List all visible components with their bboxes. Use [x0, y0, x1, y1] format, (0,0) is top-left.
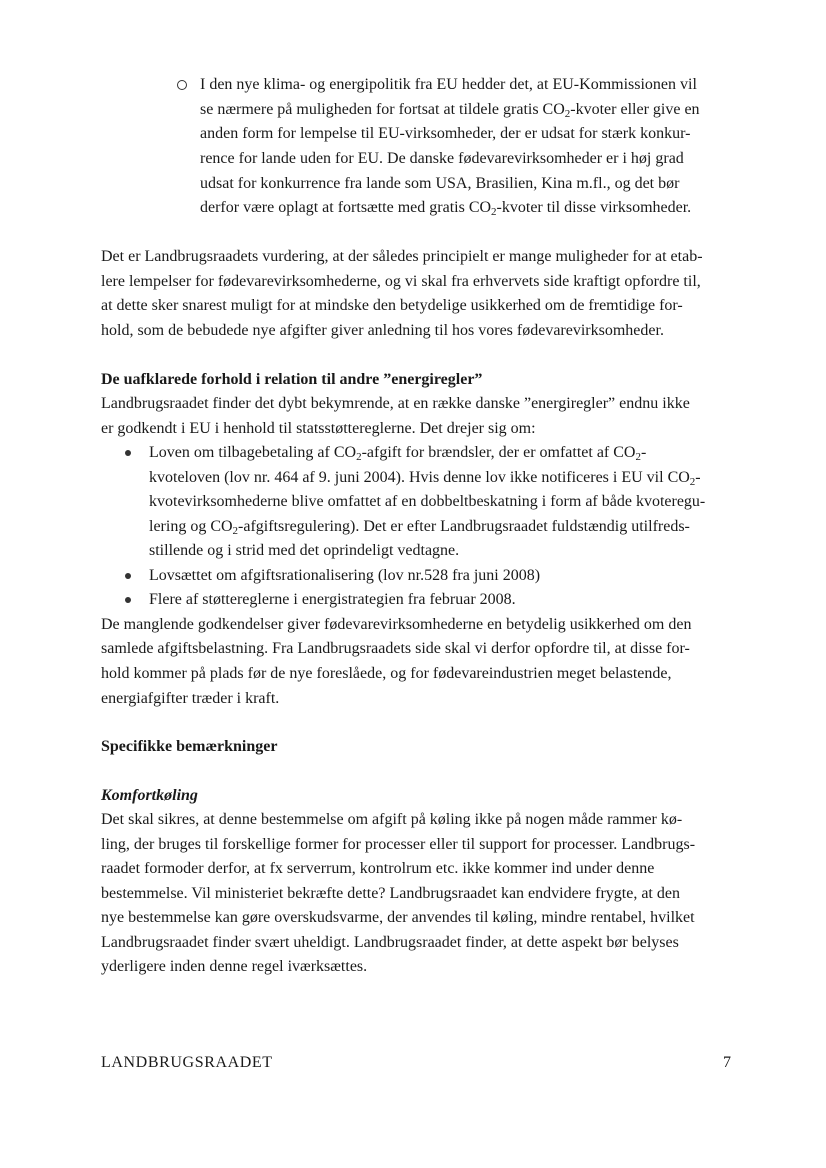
bullet-icon — [125, 450, 131, 456]
bullet-1-line-5: stillende og i strid med det oprindeligt vedtagne. — [149, 542, 460, 559]
sub-bullet-line-4: rence for lande uden for EU. De danske fødevarevirksomheder er i høj grad — [200, 150, 684, 167]
section-heading-energy-rules: De uafklarede forhold i relation til andre ”energiregler” — [101, 371, 483, 388]
footer-organization: LANDBRUGSRAADET — [101, 1054, 273, 1071]
paragraph-3-line: energiafgifter træder i kraft. — [101, 690, 280, 707]
bullet-icon — [125, 573, 131, 579]
sub-bullet-line-2: se nærmere på muligheden for fortsat at tildele gratis $CO_2$-kvoter eller give en — [200, 101, 700, 120]
hollow-bullet-icon — [177, 80, 187, 90]
subsection-heading-comfort-cooling: Komfortkøling — [101, 787, 198, 804]
paragraph-4-line: ling, der bruges til forskellige former for processer eller til support for processer. Landbrugs- — [101, 836, 696, 853]
paragraph-2-line: er godkendt i EU i henhold til statsstøttereglerne. Det drejer sig om: — [101, 420, 536, 437]
paragraph-4-line: Det skal sikres, at denne bestemmelse om afgift på køling ikke på nogen måde rammer kø- — [101, 811, 683, 828]
sub-bullet-line-3: anden form for lempelse til EU-virksomheder, der er udsat for stærk konkur- — [200, 125, 691, 142]
bullet-1-line-2: kvoteloven (lov nr. 464 af 9. juni 2004). Hvis denne lov ikke notificeres i EU vil $CO_2-$ — [149, 469, 701, 488]
bullet-icon — [125, 597, 131, 603]
bullet-2-line: Lovsættet om afgiftsrationalisering (lov nr.528 fra juni 2008) — [149, 567, 541, 584]
paragraph-3-line: De manglende godkendelser giver fødevarevirksomhederne en betydelig usikkerhed om den — [101, 616, 692, 633]
sub-bullet-line-5: udsat for konkurrence fra lande som USA, Brasilien, Kina m.fl., og det bør — [200, 175, 680, 192]
bullet-1-line-1: Loven om tilbagebetaling af $CO_2$-afgift for brændsler, der er omfattet af $CO_2-$ — [149, 444, 647, 463]
paragraph-1-line: lere lempelser for fødevarevirksomhederne, og vi skal fra erhvervets side kraftigt opfordre til, — [101, 273, 701, 290]
paragraph-1-line: hold, som de bebudede nye afgifter giver anledning til hos vores fødevarevirksomheder. — [101, 322, 664, 339]
paragraph-1-line: at dette sker snarest muligt for at mindske den betydelige usikkerhed om de fremtidige for- — [101, 297, 683, 314]
page-number: 7 — [723, 1054, 731, 1071]
sub-bullet-line-6: derfor være oplagt at fortsætte med gratis $CO_2$-kvoter til disse virksomheder. — [200, 199, 692, 218]
paragraph-4-line: nye bestemmelse kan gøre overskudsvarme, der anvendes til køling, mindre rentabel, hvilket — [101, 909, 695, 926]
paragraph-1-line: Det er Landbrugsraadets vurdering, at der således principielt er mange muligheder for at etab- — [101, 248, 703, 265]
paragraph-4-line: raadet formoder derfor, at fx serverrum, kontrolrum etc. ikke kommer ind under denne — [101, 860, 655, 877]
section-heading-specific-remarks: Specifikke bemærkninger — [101, 738, 278, 755]
paragraph-2-line: Landbrugsraadet finder det dybt bekymrende, at en række danske ”energiregler” endnu ikke — [101, 395, 690, 412]
sub-bullet-line-1: I den nye klima- og energipolitik fra EU hedder det, at EU-Kommissionen vil — [200, 76, 697, 93]
bullet-3-line: Flere af støttereglerne i energistrategien fra februar 2008. — [149, 591, 516, 608]
bullet-1-line-4: lering og $CO_2-afgiftsregulering$). Det er efter Landbrugsraadet fuldstændig utilfreds- — [149, 518, 690, 537]
paragraph-3-line: hold kommer på plads før de nye foreslåede, og for fødevareindustrien meget belastende, — [101, 665, 672, 682]
paragraph-4-line: yderligere inden denne regel iværksættes. — [101, 958, 368, 975]
paragraph-3-line: samlede afgiftsbelastning. Fra Landbrugsraadets side skal vi derfor opfordre til, at disse for- — [101, 640, 690, 657]
bullet-1-line-3: kvotevirksomhederne blive omfattet af en dobbeltbeskatning i form af både kvoteregu- — [149, 493, 706, 510]
paragraph-4-line: Landbrugsraadet finder svært uheldigt. Landbrugsraadet finder, at dette aspekt bør belyses — [101, 934, 679, 951]
paragraph-4-line: bestemmelse. Vil ministeriet bekræfte dette? Landbrugsraadet kan endvidere frygte, at den — [101, 885, 680, 902]
